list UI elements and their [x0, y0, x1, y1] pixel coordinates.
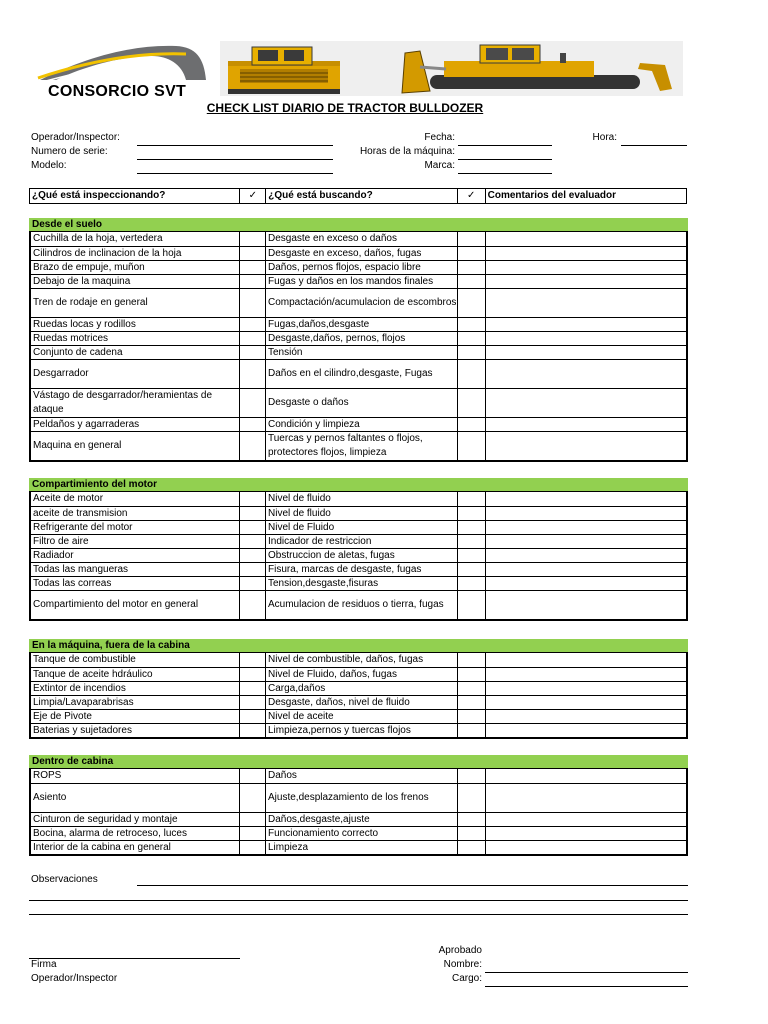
table-row — [31, 681, 686, 695]
check-box-2[interactable] — [458, 813, 486, 826]
criteria-cell: Nivel de Fluido — [266, 521, 458, 534]
item-cell: Brazo de empuje, muñon — [31, 261, 240, 274]
check-box-1[interactable] — [240, 682, 266, 695]
criteria-cell: Desgaste en exceso o daños — [266, 232, 458, 246]
check-box-1[interactable] — [240, 769, 266, 783]
check-box-2[interactable] — [458, 563, 486, 576]
item-cell: Ruedas locas y rodillos — [31, 318, 240, 331]
section-2 — [29, 639, 688, 739]
item-cell: Baterias y sujetadores — [31, 724, 240, 737]
comment-cell[interactable] — [486, 289, 686, 317]
criteria-cell: Carga,daños — [266, 682, 458, 695]
table-row — [31, 783, 686, 812]
comment-cell[interactable] — [486, 724, 686, 737]
table-row — [31, 345, 686, 359]
comment-cell[interactable] — [486, 563, 686, 576]
comment-cell[interactable] — [486, 247, 686, 260]
comment-cell[interactable] — [486, 710, 686, 723]
check-box-1[interactable] — [240, 577, 266, 590]
marca-label: Marca: — [424, 160, 455, 171]
check-box-2[interactable] — [458, 577, 486, 590]
firma-label: Firma — [31, 959, 57, 970]
criteria-cell: Tuercas y pernos faltantes o flojos, protectores flojos, limpieza — [266, 432, 458, 460]
comment-cell[interactable] — [486, 549, 686, 562]
item-cell: Aceite de motor — [31, 492, 240, 506]
criteria-cell: Desgaste, daños, nivel de fluido — [266, 696, 458, 709]
table-row — [31, 653, 686, 667]
logo-text: CONSORCIO SVT — [48, 83, 187, 100]
observaciones-label: Observaciones — [31, 874, 98, 885]
item-cell: Eje de Pivote — [31, 710, 240, 723]
check-box-1[interactable] — [240, 696, 266, 709]
item-cell: Cinturon de seguridad y montaje — [31, 813, 240, 826]
comment-cell[interactable] — [486, 389, 686, 417]
criteria-cell: Fugas,daños,desgaste — [266, 318, 458, 331]
criteria-cell: Daños en el cilindro,desgaste, Fugas — [266, 360, 458, 388]
criteria-cell: Nivel de Fluido, daños, fugas — [266, 668, 458, 681]
hora-line[interactable] — [621, 145, 687, 146]
check-box-1[interactable] — [240, 784, 266, 812]
check-box-2[interactable] — [458, 432, 486, 460]
section-title: Desde el suelo — [29, 218, 688, 232]
serie-line[interactable] — [137, 159, 333, 160]
criteria-cell: Nivel de fluido — [266, 507, 458, 520]
check-box-1[interactable] — [240, 360, 266, 388]
criteria-cell: Fisura, marcas de desgaste, fugas — [266, 563, 458, 576]
hora-label: Hora: — [592, 132, 617, 143]
horas-line[interactable] — [458, 159, 552, 160]
item-cell: Todas las correas — [31, 577, 240, 590]
check-box-1[interactable] — [240, 507, 266, 520]
item-cell: Desgarrador — [31, 360, 240, 388]
check-box-1[interactable] — [240, 232, 266, 246]
comment-cell[interactable] — [486, 521, 686, 534]
check-box-1[interactable] — [240, 827, 266, 840]
comment-cell[interactable] — [486, 418, 686, 431]
comment-cell[interactable] — [486, 769, 686, 783]
check-box-2[interactable] — [458, 591, 486, 619]
company-logo — [36, 40, 208, 102]
item-cell: Extintor de incendios — [31, 682, 240, 695]
check-box-1[interactable] — [240, 841, 266, 854]
table-row — [31, 812, 686, 826]
table-row — [31, 331, 686, 345]
section-table — [29, 492, 688, 621]
table-row — [31, 590, 686, 619]
comment-cell[interactable] — [486, 535, 686, 548]
table-row — [31, 562, 686, 576]
section-1 — [29, 478, 688, 621]
comment-cell[interactable] — [486, 492, 686, 506]
criteria-cell: Condición y limpieza — [266, 418, 458, 431]
criteria-cell: Obstruccion de aletas, fugas — [266, 549, 458, 562]
check-box-1[interactable] — [240, 332, 266, 345]
item-cell: aceite de transmision — [31, 507, 240, 520]
check-box-2[interactable] — [458, 360, 486, 388]
check-box-1[interactable] — [240, 432, 266, 460]
bulldozer-banner — [220, 41, 683, 96]
table-row — [31, 548, 686, 562]
check-box-1[interactable] — [240, 289, 266, 317]
check-box-2[interactable] — [458, 784, 486, 812]
table-row — [31, 506, 686, 520]
table-row — [31, 388, 686, 417]
criteria-cell: Daños — [266, 769, 458, 783]
comment-cell[interactable] — [486, 784, 686, 812]
check-box-2[interactable] — [458, 332, 486, 345]
criteria-cell: Desgaste o daños — [266, 389, 458, 417]
checklist-header-row — [29, 188, 687, 204]
serie-label: Numero de serie: — [31, 146, 108, 157]
criteria-cell: Indicador de restriccion — [266, 535, 458, 548]
nombre-label: Nombre: — [443, 959, 482, 970]
table-row — [31, 667, 686, 681]
check-box-1[interactable] — [240, 591, 266, 619]
item-cell: Peldaños y agarraderas — [31, 418, 240, 431]
check-box-1[interactable] — [240, 261, 266, 274]
criteria-cell: Limpieza,pernos y tuercas flojos — [266, 724, 458, 737]
table-row — [31, 288, 686, 317]
check-box-2[interactable] — [458, 418, 486, 431]
modelo-line[interactable] — [137, 173, 333, 174]
section-table — [29, 769, 688, 856]
observaciones-line-2[interactable] — [29, 900, 688, 901]
check-box-2[interactable] — [458, 261, 486, 274]
check-box-2[interactable] — [458, 507, 486, 520]
item-cell: Refrigerante del motor — [31, 521, 240, 534]
criteria-cell: Nivel de fluido — [266, 492, 458, 506]
nombre-line[interactable] — [485, 972, 688, 973]
comment-cell[interactable] — [486, 682, 686, 695]
comment-cell[interactable] — [486, 360, 686, 388]
table-row — [31, 576, 686, 590]
check-box-2[interactable] — [458, 535, 486, 548]
check-box-1[interactable] — [240, 247, 266, 260]
col-comentarios: Comentarios del evaluador — [487, 190, 616, 201]
criteria-cell: Limpieza — [266, 841, 458, 854]
check-box-1[interactable] — [240, 710, 266, 723]
operador-footer-label: Operador/Inspector — [31, 973, 118, 984]
item-cell: Cuchilla de la hoja, vertedera — [31, 232, 240, 246]
road-logo-icon — [36, 40, 208, 84]
item-cell: Cilindros de inclinacion de la hoja — [31, 247, 240, 260]
check-box-1[interactable] — [240, 549, 266, 562]
check-box-2[interactable] — [458, 275, 486, 288]
table-row — [31, 274, 686, 288]
criteria-cell: Compactación/acumulacion de escombros — [266, 289, 458, 317]
comment-cell[interactable] — [486, 261, 686, 274]
item-cell: Filtro de aire — [31, 535, 240, 548]
comment-cell[interactable] — [486, 696, 686, 709]
observaciones-line-3[interactable] — [29, 914, 688, 915]
check-box-1[interactable] — [240, 813, 266, 826]
page-title: CHECK LIST DIARIO DE TRACTOR BULLDOZER — [206, 101, 484, 115]
check-box-1[interactable] — [240, 653, 266, 667]
check-box-2[interactable] — [458, 724, 486, 737]
table-row — [31, 769, 686, 783]
table-row — [31, 246, 686, 260]
criteria-cell: Fugas y daños en los mandos finales — [266, 275, 458, 288]
table-row — [31, 840, 686, 854]
check-box-1[interactable] — [240, 389, 266, 417]
check-box-1[interactable] — [240, 521, 266, 534]
comment-cell[interactable] — [486, 591, 686, 619]
section-title: Compartimiento del motor — [29, 478, 688, 492]
comment-cell[interactable] — [486, 275, 686, 288]
table-row — [31, 317, 686, 331]
check-box-2[interactable] — [458, 346, 486, 359]
table-row — [31, 260, 686, 274]
check-box-2[interactable] — [458, 289, 486, 317]
comment-cell[interactable] — [486, 332, 686, 345]
cargo-label: Cargo: — [451, 973, 482, 984]
comment-cell[interactable] — [486, 841, 686, 854]
table-row — [31, 232, 686, 246]
comment-cell[interactable] — [486, 577, 686, 590]
fecha-label: Fecha: — [424, 132, 455, 143]
check-box-1[interactable] — [240, 724, 266, 737]
check-box-2[interactable] — [458, 521, 486, 534]
check-box-2[interactable] — [458, 696, 486, 709]
section-3 — [29, 755, 688, 856]
check-box-2[interactable] — [458, 318, 486, 331]
check-box-1[interactable] — [240, 492, 266, 506]
firma-line[interactable] — [29, 958, 240, 959]
check-box-2[interactable] — [458, 549, 486, 562]
operador-label: Operador/Inspector: — [31, 132, 120, 143]
table-row — [31, 723, 686, 737]
table-row — [31, 520, 686, 534]
comment-cell[interactable] — [486, 432, 686, 460]
item-cell: Compartimiento del motor en general — [31, 591, 240, 619]
check-box-2[interactable] — [458, 710, 486, 723]
check-box-2[interactable] — [458, 247, 486, 260]
fecha-line[interactable] — [458, 145, 552, 146]
check-box-2[interactable] — [458, 668, 486, 681]
table-row — [31, 431, 686, 460]
check-box-2[interactable] — [458, 769, 486, 783]
col-check-2: ✓ — [458, 189, 486, 203]
comment-cell[interactable] — [486, 346, 686, 359]
table-row — [31, 359, 686, 388]
comment-cell[interactable] — [486, 827, 686, 840]
check-box-2[interactable] — [458, 389, 486, 417]
table-row — [31, 492, 686, 506]
operador-line[interactable] — [137, 145, 333, 146]
section-table — [29, 232, 688, 462]
criteria-cell: Nivel de aceite — [266, 710, 458, 723]
item-cell: Conjunto de cadena — [31, 346, 240, 359]
comment-cell[interactable] — [486, 653, 686, 667]
criteria-cell: Daños, pernos flojos, espacio libre — [266, 261, 458, 274]
criteria-cell: Tensión — [266, 346, 458, 359]
col-inspeccionando: ¿Qué está inspeccionando? — [30, 189, 240, 203]
table-row — [31, 417, 686, 431]
check-box-1[interactable] — [240, 535, 266, 548]
check-box-1[interactable] — [240, 318, 266, 331]
section-title: Dentro de cabina — [29, 755, 688, 769]
criteria-cell: Acumulacion de residuos o tierra, fugas — [266, 591, 458, 619]
item-cell: Maquina en general — [31, 432, 240, 460]
comment-cell[interactable] — [486, 507, 686, 520]
check-box-1[interactable] — [240, 346, 266, 359]
cargo-line[interactable] — [485, 986, 688, 987]
marca-line[interactable] — [458, 173, 552, 174]
item-cell: Tanque de combustible — [31, 653, 240, 667]
observaciones-line-1[interactable] — [137, 885, 688, 886]
item-cell: Tanque de aceite hdráulico — [31, 668, 240, 681]
section-0 — [29, 218, 688, 462]
comment-cell[interactable] — [486, 668, 686, 681]
item-cell: Tren de rodaje en general — [31, 289, 240, 317]
comment-cell[interactable] — [486, 318, 686, 331]
table-row — [31, 534, 686, 548]
item-cell: Todas las mangueras — [31, 563, 240, 576]
aprobado-label: Aprobado — [438, 945, 482, 956]
horas-label: Horas de la máquina: — [359, 146, 455, 157]
item-cell: Bocina, alarma de retroceso, luces — [31, 827, 240, 840]
criteria-cell: Desgaste en exceso, daños, fugas — [266, 247, 458, 260]
item-cell: Radiador — [31, 549, 240, 562]
item-cell: Limpia/Lavaparabrisas — [31, 696, 240, 709]
check-box-2[interactable] — [458, 232, 486, 246]
check-box-1[interactable] — [240, 668, 266, 681]
check-box-1[interactable] — [240, 563, 266, 576]
section-table — [29, 653, 688, 739]
criteria-cell: Daños,desgaste,ajuste — [266, 813, 458, 826]
criteria-cell: Nivel de combustible, daños, fugas — [266, 653, 458, 667]
check-box-2[interactable] — [458, 841, 486, 854]
bulldozer-illustration-icon — [220, 41, 683, 96]
col-buscando: ¿Qué está buscando? — [266, 189, 457, 203]
table-row — [31, 695, 686, 709]
table-row — [31, 709, 686, 723]
item-cell: Vástago de desgarrador/heramientas de ataque — [31, 389, 240, 417]
comment-cell[interactable] — [486, 813, 686, 826]
item-cell: Asiento — [31, 784, 240, 812]
section-title: En la máquina, fuera de la cabina — [29, 639, 688, 653]
modelo-label: Modelo: — [31, 160, 67, 171]
item-cell: ROPS — [31, 769, 240, 783]
check-box-2[interactable] — [458, 827, 486, 840]
item-cell: Ruedas motrices — [31, 332, 240, 345]
col-check-1: ✓ — [240, 189, 266, 203]
table-row — [31, 826, 686, 840]
criteria-cell: Desgaste,daños, pernos, flojos — [266, 332, 458, 345]
check-box-2[interactable] — [458, 682, 486, 695]
criteria-cell: Funcionamiento correcto — [266, 827, 458, 840]
item-cell: Debajo de la maquina — [31, 275, 240, 288]
criteria-cell: Ajuste,desplazamiento de los frenos — [266, 784, 458, 812]
criteria-cell: Tension,desgaste,fisuras — [266, 577, 458, 590]
check-box-1[interactable] — [240, 418, 266, 431]
item-cell: Interior de la cabina en general — [31, 841, 240, 854]
check-box-1[interactable] — [240, 275, 266, 288]
check-box-2[interactable] — [458, 653, 486, 667]
comment-cell[interactable] — [486, 232, 686, 246]
check-box-2[interactable] — [458, 492, 486, 506]
